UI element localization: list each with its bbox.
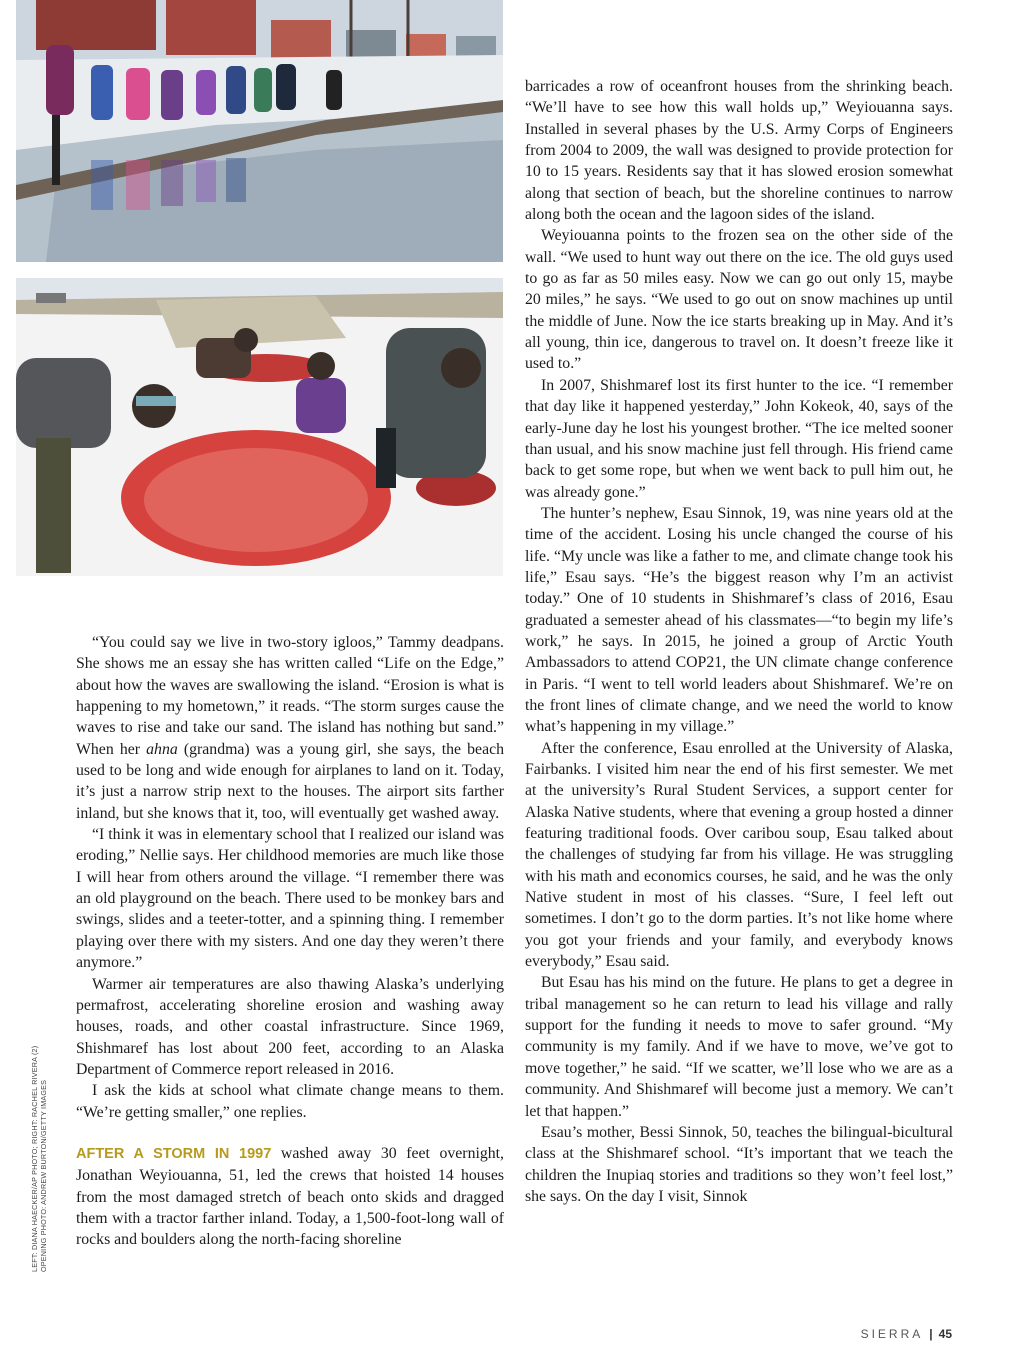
paragraph: The hunter’s nephew, Esau Sinnok, 19, was nine years old at the time of the accident. Losing his uncle changed the course of his life. “My uncle was like a father to me, and climate change took his life,” Esau says. “He’s the biggest reason why I’m an activist today.” One of 10 students in Shishmaref’s class of 2016, Esau graduated a semester ahead of his classmates—“to begin my life’s work,” he says. In 2015, he joined a group of Arctic Youth Ambassadors to attend COP21, the UN climate change conference in Paris. “I went to tell world leaders about Shishmaref. We’re on the front lines of climate change, and we need the world to know what’s happening in my village.” [525,504,953,736]
paragraph: “I think it was in elementary school that I realized our island was eroding,” Nellie says. Her childhood memories are much like those I will hear from others around the village. “I remember there was an old playground on the beach. There used to be monkey bars and swings, slides and a teeter-totter, and a spinning thing. I remember playing over there with my sisters. And one day they weren’t there anymore.” [76,826,504,972]
credit-line: LEFT: DIANA HAECKER/AP PHOTO; RIGHT: RACHEL RIVERA (2) [30,1045,39,1272]
credit-line: OPENING PHOTO: ANDREW BURTON/GETTY IMAGES [39,1079,48,1272]
paragraph: “You could say we live in two-story igloos,” Tammy deadpans. She shows me an essay she has written called “Life on the Edge,” about how the waves are swallowing the island. “Erosion is what is happening to my hometown,” it reads. “The storm surges cause the waves to rise and take our sand. The island has nothing but sand.” When her ahna (grandma) was a young girl, she says, the beach used to be long and wide enough for airplanes to land on it. Today, it’s just a narrow strip next to the houses. The airport sits farther inland, but she knows that it, too, will eventually get washed away. [76,634,504,822]
photo-credits [30,1046,48,1272]
magazine-name: SIERRA [860,1327,924,1341]
paragraph: Weyiouanna points to the frozen sea on the other side of the wall. “We used to hunt way out there on the ice. The old guys used to go as far as 50 miles easy. Now we can go out only 15, maybe 20 miles,” he says. “We used to go out on snow machines up until the middle of June. Now the ice starts breaking up in May. And it’s all young, thin ice, dangerous to travel on. It doesn’t freeze like it used to.” [525,227,953,373]
paragraph: After the conference, Esau enrolled at the University of Alaska, Fairbanks. I visited him near the end of his first semester. We met at the university’s Rural Student Services, a support center for Alaska Native students, where that evening a group hosted a dinner featuring traditional foods. Over caribou soup, Esau talked about the challenges of studying far from his village. He was struggling with his math and economics courses, he said, and he was the only Native student in most of his classes. “Sure, I feel left out sometimes. I don’t go to the dorm parties. It’s not like home where you got your friends and your family, and everybody knows everybody,” Esau said. [525,739,953,971]
paragraph: In 2007, Shishmaref lost its first hunter to the ice. “I remember that day like it happened yesterday,” John Kokeok, 40, says of the early-June day he lost his youngest brother. “The ice melted sooner than usual, and his snow machine just fell through. His friend came back to get some rope, but when we went back to pull him out, he was already gone.” [525,376,953,501]
photo-seal-butchering [16,278,503,576]
text-column-right [525,76,953,1207]
paragraph: Esau’s mother, Bessi Sinnok, 50, teaches the bilingual-bicultural class at the Shishmaref school. “It’s important that we teach the children the Inupiaq stories and traditions so they won’t feel lost,” she says. On the day I visit, Sinnok [525,1123,953,1205]
text-column-left [76,632,504,1251]
paragraph: barricades a row of oceanfront houses from the shrinking beach. “We’ll have to see how this wall holds up,” Weyiouanna says. Installed in several phases by the U.S. Army Corps of Engineers from 2004 to 2009, the wall was designed to provide protection for 10 to 15 years. Residents say that it has slowed erosion somewhat along that section of beach, but the shoreline continues to narrow along both the ocean and the lagoon sides of the island. [525,78,953,224]
page-footer [861,1327,952,1341]
page-number: 45 [938,1327,952,1341]
paragraph: I ask the kids at school what climate change means to them. “We’re getting smaller,” one replies. [76,1082,504,1121]
section-lead-in: AFTER A STORM IN 1997 [76,1145,272,1162]
paragraph: Warmer air temperatures are also thawing Alaska’s underlying permafrost, accelerating shoreline erosion and washing away houses, roads, and other coastal infrastructure. Since 1969, Shishmaref has lost about 200 feet, according to an Alaska Department of Commerce report released in 2016. [76,975,504,1078]
footer-separator: | [929,1327,933,1341]
photo-children-walking [16,0,503,262]
paragraph: But Esau has his mind on the future. He plans to get a degree in tribal management so he can return to lead his village and rally support for the funding it needs to move to safer ground. “My community is my family. And if we have to move, we’ve got to move together,” he said. “If we scatter, we’ll lose who we are as a community. And Shishmaref will become just a memory. We can’t let that happen.” [525,974,953,1120]
paragraph: AFTER A STORM IN 1997 washed away 30 feet overnight, Jonathan Weyiouanna, 51, led the crews that hoisted 14 houses from the most damaged stretch of beach onto skids and dragged them with a tractor farther inland. Today, a 1,500-foot-long wall of rocks and boulders along the north-facing shoreline [76,1144,504,1249]
